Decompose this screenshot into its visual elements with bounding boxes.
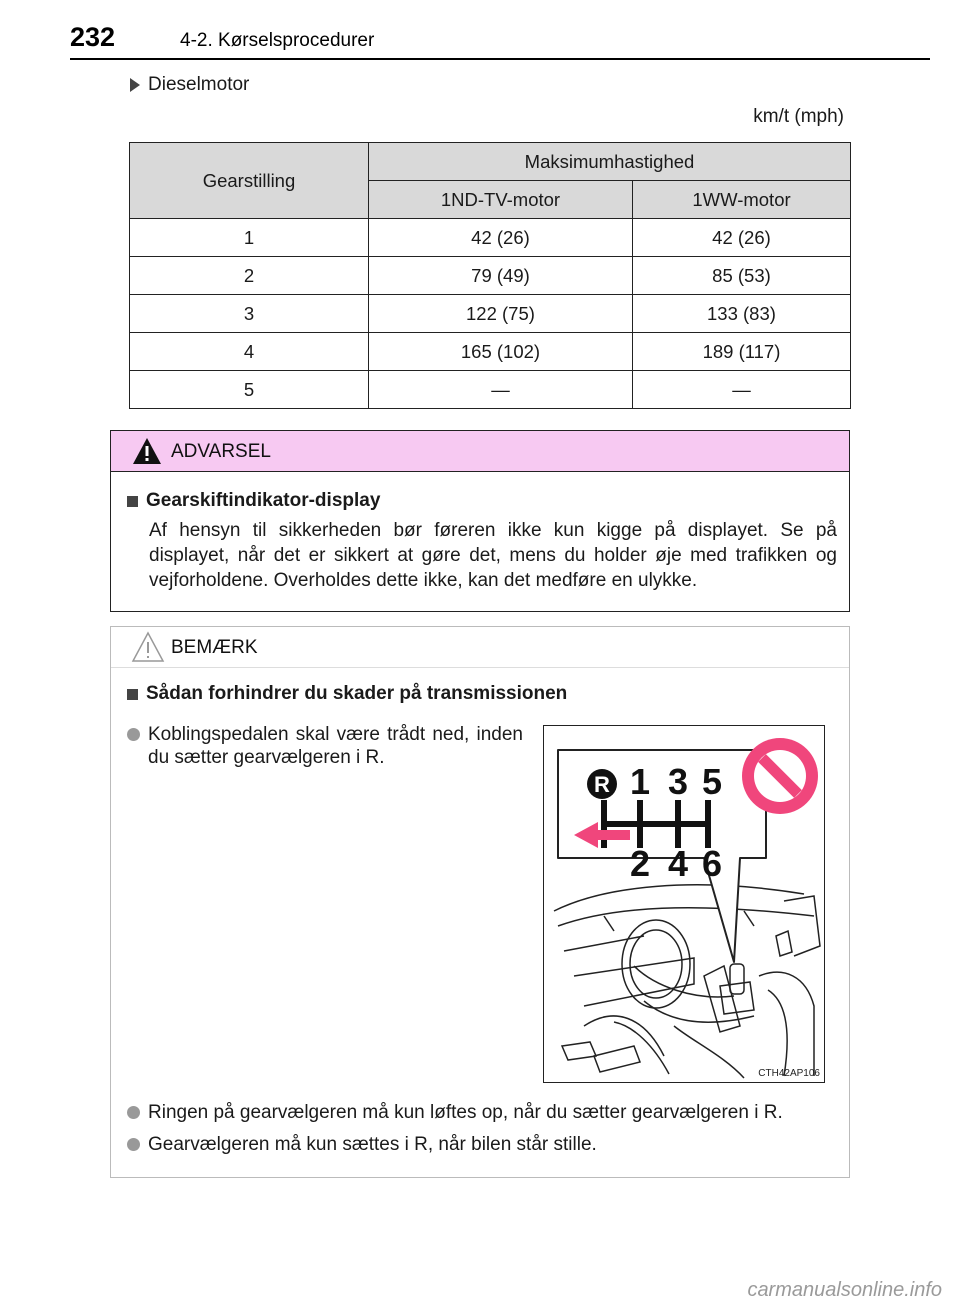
header-rule (70, 58, 930, 60)
gear-label-1: 1 (629, 761, 651, 802)
speed-table (129, 142, 851, 409)
cell-engine-2: 85 (53) (632, 257, 850, 295)
cell-engine-2: 189 (117) (632, 333, 850, 371)
circle-bullet-icon (127, 1138, 140, 1151)
table-row (130, 219, 851, 257)
notice-bullet (127, 1133, 847, 1156)
notice-bullet-text: Koblingspedalen skal være trådt ned, inden du sætter gearvælgeren i R. (148, 724, 523, 768)
gear-shift-illustration (543, 725, 825, 1083)
notice-header (111, 627, 849, 668)
cell-engine-1: 79 (49) (369, 257, 633, 295)
cell-engine-2: 42 (26) (632, 219, 850, 257)
notice-item-title (127, 683, 567, 705)
cell-gear: 2 (130, 257, 369, 295)
warning-triangle-icon (131, 436, 163, 466)
cell-engine-1: 42 (26) (369, 219, 633, 257)
gear-label-4: 4 (667, 843, 689, 884)
cell-engine-1: 122 (75) (369, 295, 633, 333)
subsection-heading (130, 74, 249, 96)
table-row (130, 371, 851, 409)
square-bullet-icon (127, 496, 138, 507)
warning-header (111, 431, 849, 472)
notice-triangle-icon (131, 631, 165, 663)
header-engine-1: 1ND-TV-motor (369, 181, 633, 219)
notice-label: BEMÆRK (171, 637, 258, 658)
notice-bullet-text: Gearvælgeren må kun sættes i R, når bilen står stille. (148, 1134, 597, 1155)
warning-label: ADVARSEL (171, 441, 271, 462)
cell-gear: 1 (130, 219, 369, 257)
figure-code: CTH42AP106 (758, 1068, 820, 1079)
gear-label-r: R (594, 772, 610, 797)
warning-item-title-text: Gearskiftindikator-display (146, 490, 381, 511)
gear-label-6: 6 (701, 843, 723, 884)
prohibition-icon (742, 738, 818, 814)
watermark: carmanualsonline.info (747, 1279, 942, 1301)
cell-engine-2: — (632, 371, 850, 409)
notice-bullet-text: Ringen på gearvælgeren må kun løftes op, når du sætter gearvælgeren i R. (148, 1102, 783, 1123)
cell-engine-1: — (369, 371, 633, 409)
gear-label-2: 2 (629, 843, 651, 884)
section-title: 4-2. Kørselsprocedurer (180, 30, 375, 51)
table-row (130, 333, 851, 371)
notice-bullet (127, 1101, 847, 1124)
gear-label-3: 3 (667, 761, 689, 802)
square-bullet-icon (127, 689, 138, 700)
triangle-bullet-icon (130, 78, 140, 92)
notice-box (110, 626, 850, 1178)
page-header (70, 14, 920, 60)
warning-item-title (127, 490, 837, 512)
cell-gear: 3 (130, 295, 369, 333)
warning-box (110, 430, 850, 612)
units-label: km/t (mph) (753, 106, 844, 127)
cell-gear: 4 (130, 333, 369, 371)
cell-engine-2: 133 (83) (632, 295, 850, 333)
notice-bullet (127, 723, 523, 769)
gear-label-5: 5 (701, 761, 723, 802)
subsection-title: Dieselmotor (148, 74, 250, 95)
car-interior-sketch-icon (554, 885, 820, 1078)
table-row (130, 295, 851, 333)
notice-item-title-text: Sådan forhindrer du skader på transmissionen (146, 683, 568, 704)
page-number: 232 (70, 22, 116, 52)
cell-engine-1: 165 (102) (369, 333, 633, 371)
header-gear: Gearstilling (130, 143, 369, 219)
warning-item-text: Af hensyn til sikkerheden bør føreren ikke kun kigge på displayet. Se på displayet, når det er sikkert at gøre det, mens du holder øje med trafikken og vejforholdene. Overholdes dette ikke, kan det medføre en ulykke. (149, 520, 837, 591)
header-engine-2: 1WW-motor (632, 181, 850, 219)
cell-gear: 5 (130, 371, 369, 409)
header-max-speed: Maksimumhastighed (369, 143, 851, 181)
circle-bullet-icon (127, 1106, 140, 1119)
circle-bullet-icon (127, 728, 140, 741)
table-row (130, 257, 851, 295)
